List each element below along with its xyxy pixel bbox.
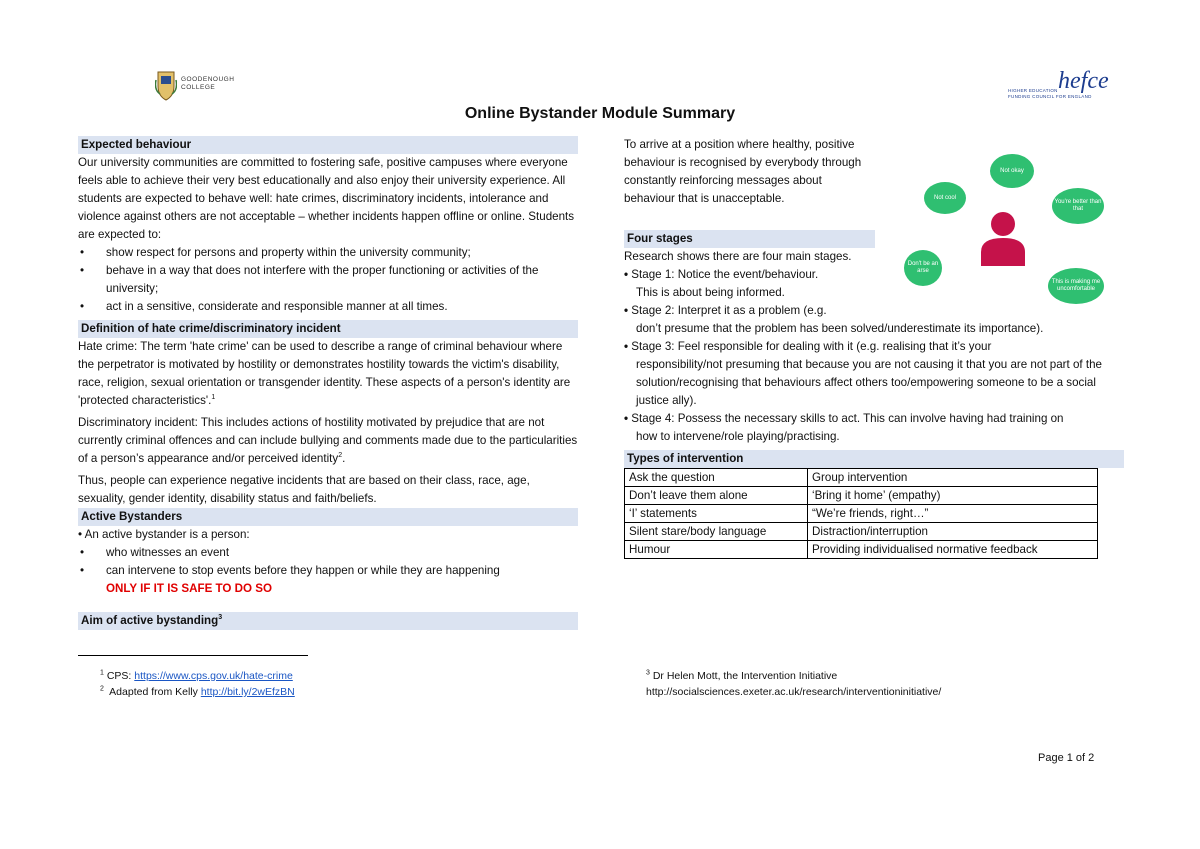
speech-bubble-dont-be: Don't be an arse — [904, 250, 942, 286]
definition-heading: Definition of hate crime/discriminatory incident — [78, 320, 578, 338]
aim-text: To arrive at a position where healthy, positive behaviour is recognised by everybody through constantly reinforcing messages about behaviour that is unacceptable. — [624, 138, 862, 205]
page-number: Page 1 of 2 — [1038, 752, 1095, 764]
intervention-table — [624, 468, 1098, 559]
footnote-2: $^2$ Adapted from Kelly http://bit.ly/2wEfzBN — [100, 685, 295, 698]
table-row: ‘I’ statements “We’re friends, right…” — [625, 505, 1098, 523]
hefce-subtitle-1: HIGHER EDUCATION — [1008, 88, 1058, 93]
cps-link[interactable]: https://www.cps.gov.uk/hate-crime — [134, 670, 293, 682]
list-item: • Stage 2: Interpret it as a problem (e.g. don’t presume that the problem has been solved/underestimate its importance). — [624, 304, 1044, 335]
expected-behaviour-list — [78, 244, 578, 316]
hefce-logo — [1008, 70, 1128, 106]
hefce-wordmark: hefce — [1058, 68, 1109, 94]
page-title: Online Bystander Module Summary — [464, 105, 736, 122]
footnote-ref-1: 1 — [211, 394, 216, 402]
college-name: GOODENOUGH COLLEGE — [181, 76, 235, 91]
active-bystanders-heading: Active Bystanders — [78, 508, 578, 526]
speech-bubble-better: You're better than that — [1052, 188, 1104, 224]
footnote-divider — [78, 655, 308, 656]
active-bystander-list — [78, 544, 578, 580]
list-item: • show respect for persons and property within the university community; — [78, 244, 578, 262]
table-row: Ask the question Group intervention — [625, 469, 1098, 487]
left-column — [78, 136, 578, 630]
table-row: Silent stare/body language Distraction/interruption — [625, 523, 1098, 541]
list-item: • can intervene to stop events before they happen or while they are happening — [78, 562, 578, 580]
footnote-3-url: http://socialsciences.exeter.ac.uk/research/interventioninitiative/ — [646, 686, 942, 698]
intervention-heading: Types of intervention — [624, 450, 1124, 468]
list-item: • Stage 4: Possess the necessary skills to act. This can involve having had training on how to intervene/role playing/practising. — [624, 412, 1064, 443]
hate-crime-text: Hate crime: The term 'hate crime' can be used to describe a range of criminal behaviour where the perpetrator is motivated by hostility or demonstrates hostility towards the victim's disability, race, religion, sexual orientation or transgender identity. These aspects of a person's identity are 'protected characteristics'.$^1$ — [78, 340, 571, 407]
goodenough-college-logo — [155, 70, 245, 104]
expected-behaviour-text: Our university communities are committed to fostering safe, positive campuses where everyone feels able to achieve their very best educationally and also enjoy their university experience. All students are expected to behave well: hate crimes, discriminatory incidents, intolerance and violence against others are not acceptable – whether incidents happen offline or online. Students are expected to: — [78, 156, 575, 241]
speech-bubble-not-cool: Not cool — [924, 182, 966, 214]
footnote-1: $^1$ CPS: https://www.cps.gov.uk/hate-crime — [100, 669, 293, 682]
footnote-3: $^3$ Dr Helen Mott, the Intervention Initiative — [646, 669, 838, 682]
active-bystander-intro: • An active bystander is a person: — [78, 528, 250, 541]
table-row: Humour Providing individualised normative feedback — [625, 541, 1098, 559]
safety-warning: ONLY IF IT IS SAFE TO DO SO — [106, 582, 272, 595]
right-column — [624, 230, 1124, 559]
four-stages-heading: Four stages — [624, 230, 875, 248]
list-item: • who witnesses an event — [78, 544, 578, 562]
list-item: • act in a sensitive, considerate and responsible manner at all times. — [78, 298, 578, 316]
four-stages-intro: Research shows there are four main stages. — [624, 250, 852, 263]
footnote-ref-2: 2 — [338, 452, 343, 460]
thus-text: Thus, people can experience negative incidents that are based on their class, race, age, sexuality, gender identity, disability status and faith/beliefs. — [78, 474, 530, 505]
list-item: • Stage 1: Notice the event/behaviour. This is about being informed. — [624, 268, 819, 299]
aim-heading: Aim of active bystanding$^3$ — [78, 612, 578, 630]
footnote-ref-3: 3 — [218, 614, 223, 622]
speech-bubble-uncomfortable: This is making me uncomfortable — [1048, 268, 1104, 304]
stage-list — [624, 266, 1124, 446]
college-crest-icon — [155, 70, 177, 102]
hefce-subtitle-2: FUNDING COUNCIL FOR ENGLAND — [1008, 94, 1092, 99]
list-item: • Stage 3: Feel responsible for dealing with it (e.g. realising that it’s your responsibility/not presuming that because you are not causing it that you are not part of the solution/recognising that behaviours affect others too/empowering someone to be a social justice ally). — [624, 340, 1102, 407]
aim-text-block — [624, 136, 874, 208]
expected-behaviour-heading: Expected behaviour — [78, 136, 578, 154]
list-item: • behave in a way that does not interfere with the proper functioning or activities of the university; — [78, 262, 578, 298]
speech-bubble-not-okay: Not okay — [990, 154, 1034, 188]
discriminatory-incident-text: Discriminatory incident: This includes actions of hostility motivated by prejudice that are not currently criminal offences and can include bullying and comments made due to the particularities of a person’s appearance and/or perceived identity$^2$. — [78, 416, 578, 465]
kelly-link[interactable]: http://bit.ly/2wEfzBN — [200, 686, 295, 698]
table-row: Don’t leave them alone ‘Bring it home’ (empathy) — [625, 487, 1098, 505]
